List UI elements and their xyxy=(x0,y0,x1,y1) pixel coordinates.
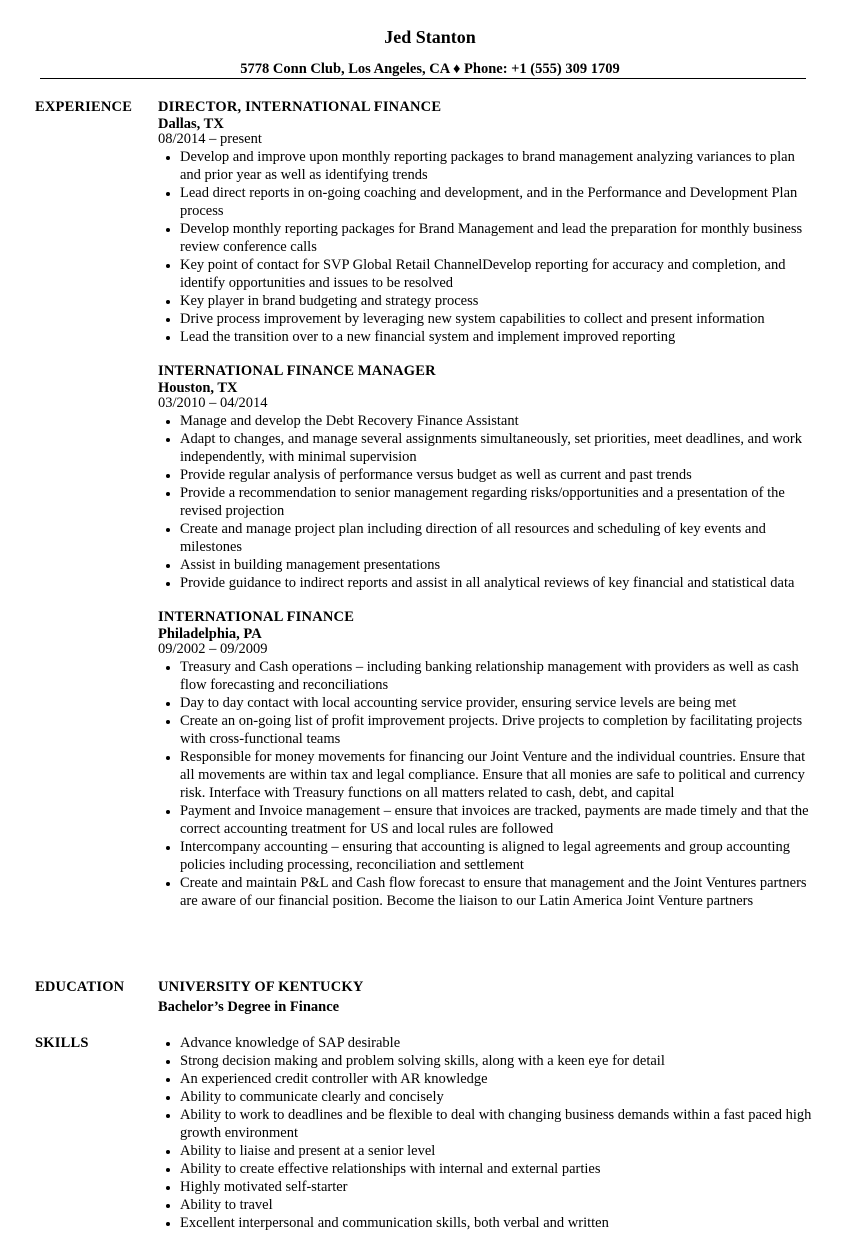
job-dates: 09/2002 – 09/2009 xyxy=(158,641,268,657)
bullet-item: • Create and maintain P&L and Cash flow forecast to ensure that management and the Joint Ventures partners are aware of our financial position. Become the liaison to our Latin America Joint Venture partners xyxy=(180,874,818,910)
job-title: INTERNATIONAL FINANCE xyxy=(158,609,355,625)
job-location: Dallas, TX xyxy=(158,116,224,132)
bullet-item: • Develop and improve upon monthly reporting packages to brand management analyzing variances to plan and prior year as well as identifying trends xyxy=(180,148,818,184)
job-bullets xyxy=(158,148,818,346)
skill-item: • Advance knowledge of SAP desirable xyxy=(180,1034,818,1052)
skill-item: • Ability to create effective relationships with internal and external parties xyxy=(180,1160,818,1178)
bullet-item: • Assist in building management presentations xyxy=(180,556,818,574)
bullet-item: • Develop monthly reporting packages for Brand Management and lead the preparation for monthly business review conference calls xyxy=(180,220,818,256)
experience-body xyxy=(158,98,818,926)
job-bullets xyxy=(158,658,818,910)
skills-list xyxy=(158,1034,818,1232)
bullet-item: • Provide regular analysis of performance versus budget as well as current and past trends xyxy=(180,466,818,484)
job-dates: 03/2010 – 04/2014 xyxy=(158,395,268,411)
bullet-item: • Responsible for money movements for financing our Joint Venture and the individual countries. Ensure that all movements are within tax and legal compliance. Ensure that all monies are safe to political and currency risk. Interface with Treasury functions on all matters related to cash, debt, and capital xyxy=(180,748,818,802)
job-entry xyxy=(158,608,818,910)
section-label-skills: SKILLS xyxy=(35,1035,89,1051)
degree-name: Bachelor’s Degree in Finance xyxy=(158,999,340,1015)
header-divider xyxy=(40,78,806,79)
bullet-item: • Payment and Invoice management – ensure that invoices are tracked, payments are made timely and that the correct accounting treatment for US and local rules are followed xyxy=(180,802,818,838)
bullet-item: • Day to day contact with local accounting service provider, ensuring service levels are being met xyxy=(180,694,818,712)
skill-item: • Strong decision making and problem solving skills, along with a keen eye for detail xyxy=(180,1052,818,1070)
candidate-name: Jed Stanton xyxy=(384,27,476,47)
school-name: UNIVERSITY OF KENTUCKY xyxy=(158,979,364,995)
education-body xyxy=(158,978,818,1018)
bullet-item: • Provide guidance to indirect reports and assist in all analytical reviews of key financial and statistical data xyxy=(180,574,818,592)
skill-item: • Ability to communicate clearly and concisely xyxy=(180,1088,818,1106)
job-entry xyxy=(158,362,818,592)
bullet-item: • Provide a recommendation to senior management regarding risks/opportunities and a presentation of the revised projection xyxy=(180,484,818,520)
bullet-item: • Create and manage project plan including direction of all resources and scheduling of key events and milestones xyxy=(180,520,818,556)
skill-item: • Ability to work to deadlines and be flexible to deal with changing business demands within a fast paced high growth environment xyxy=(180,1106,818,1142)
job-location: Houston, TX xyxy=(158,380,238,396)
skill-item: • Ability to liaise and present at a senior level xyxy=(180,1142,818,1160)
bullet-item: • Adapt to changes, and manage several assignments simultaneously, set priorities, meet deadlines, and work independently, with minimal supervision xyxy=(180,430,818,466)
skill-item: • Ability to travel xyxy=(180,1196,818,1214)
bullet-item: • Lead direct reports in on-going coaching and development, and in the Performance and Development Plan process xyxy=(180,184,818,220)
section-label-education: EDUCATION xyxy=(35,979,125,995)
resume-header xyxy=(0,0,860,78)
job-bullets xyxy=(158,412,818,592)
bullet-item: • Lead the transition over to a new financial system and implement improved reporting xyxy=(180,328,818,346)
job-dates: 08/2014 – present xyxy=(158,131,262,147)
bullet-item: • Drive process improvement by leveraging new system capabilities to collect and present information xyxy=(180,310,818,328)
section-label-experience: EXPERIENCE xyxy=(35,99,133,115)
contact-line: 5778 Conn Club, Los Angeles, CA ♦ Phone: +1 (555) 309 1709 xyxy=(240,61,620,77)
job-entry xyxy=(158,98,818,346)
job-title: DIRECTOR, INTERNATIONAL FINANCE xyxy=(158,99,442,115)
bullet-item: • Manage and develop the Debt Recovery Finance Assistant xyxy=(180,412,818,430)
skill-item: • An experienced credit controller with AR knowledge xyxy=(180,1070,818,1088)
job-location: Philadelphia, PA xyxy=(158,626,262,642)
bullet-item: • Create an on-going list of profit improvement projects. Drive projects to completion by facilitating projects with cross-functional teams xyxy=(180,712,818,748)
bullet-item: • Key point of contact for SVP Global Retail ChannelDevelop reporting for accuracy and completion, and identify opportunities and issues to be resolved xyxy=(180,256,818,292)
bullet-item: • Treasury and Cash operations – including banking relationship management with providers as well as cash flow forecasting and reconciliations xyxy=(180,658,818,694)
skill-item: • Highly motivated self-starter xyxy=(180,1178,818,1196)
skills-body xyxy=(158,1034,818,1232)
skill-item: • Excellent interpersonal and communication skills, both verbal and written xyxy=(180,1214,818,1232)
bullet-item: • Intercompany accounting – ensuring that accounting is aligned to legal agreements and group accounting policies including processing, reconciliation and settlement xyxy=(180,838,818,874)
job-title: INTERNATIONAL FINANCE MANAGER xyxy=(158,363,436,379)
bullet-item: • Key player in brand budgeting and strategy process xyxy=(180,292,818,310)
